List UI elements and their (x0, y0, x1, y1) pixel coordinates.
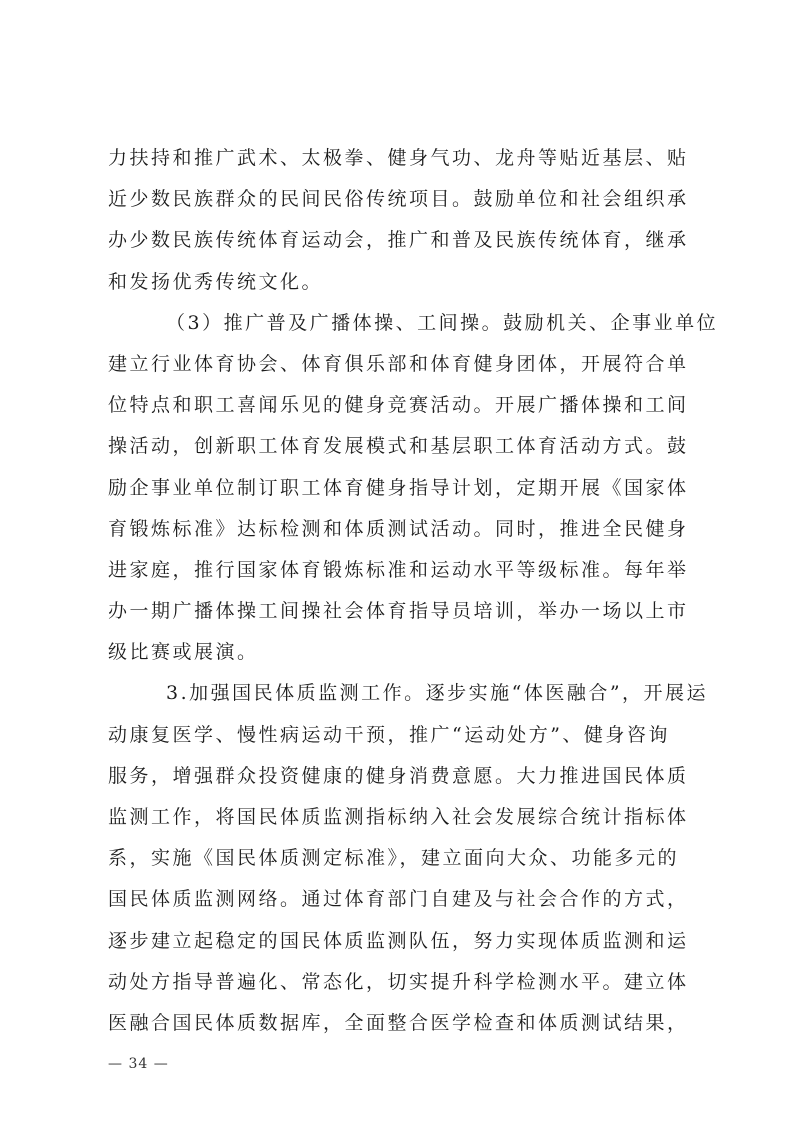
text-line: 医融合国民体质数据库，全面整合医学检查和体质测试结果， (108, 1011, 689, 1034)
text-line: 建立行业体育协会、体育俱乐部和体育健身团体，开展符合单 (108, 352, 689, 375)
text-line: （3）推广普及广播体操、工间操。鼓励机关、企事业单位 (166, 311, 719, 334)
text-line: 动康复医学、慢性病运动干预，推广“运动处方”、健身咨询 (108, 723, 670, 746)
text-line: 办少数民族传统体育运动会，推广和普及民族传统体育，继承 (108, 229, 689, 252)
body-text (108, 138, 719, 1044)
text-line: 国民体质监测网络。通过体育部门自建及与社会合作的方式， (108, 888, 689, 911)
text-line: 育锻炼标准》达标检测和体质测试活动。同时，推进全民健身 (108, 517, 689, 540)
text-line: 办一期广播体操工间操社会体育指导员培训，举办一场以上市 (108, 600, 689, 623)
text-line: 3.加强国民体质监测工作。逐步实施“体医融合”，开展运 (166, 682, 709, 705)
text-line: 近少数民族群众的民间民俗传统项目。鼓励单位和社会组织承 (108, 188, 689, 211)
text-line: 励企事业单位制订职工体育健身指导计划，定期开展《国家体 (108, 476, 689, 499)
text-line: 系，实施《国民体质测定标准》，建立面向大众、功能多元的 (108, 847, 680, 870)
text-line: 动处方指导普遍化、常态化，切实提升科学检测水平。建立体 (108, 970, 689, 993)
text-line: 位特点和职工喜闻乐见的健身竞赛活动。开展广播体操和工间 (108, 394, 689, 417)
text-line: 监测工作，将国民体质监测指标纳入社会发展综合统计指标体 (108, 806, 689, 828)
text-line: 进家庭，推行国家体育锻炼标准和运动水平等级标准。每年举 (108, 558, 689, 581)
text-line: 和发扬优秀传统文化。 (108, 270, 324, 293)
text-line: 逐步建立起稳定的国民体质监测队伍，努力实现体质监测和运 (108, 929, 689, 952)
text-line: 级比赛或展演。 (108, 641, 259, 664)
text-line: 力扶持和推广武术、太极拳、健身气功、龙舟等贴近基层、贴 (108, 147, 689, 169)
text-line: 服务，增强群众投资健康的健身消费意愿。大力推进国民体质 (108, 764, 689, 787)
text-line: 操活动，创新职工体育发展模式和基层职工体育活动方式。鼓 (108, 435, 689, 458)
page-number: — 34 — (108, 1056, 169, 1072)
